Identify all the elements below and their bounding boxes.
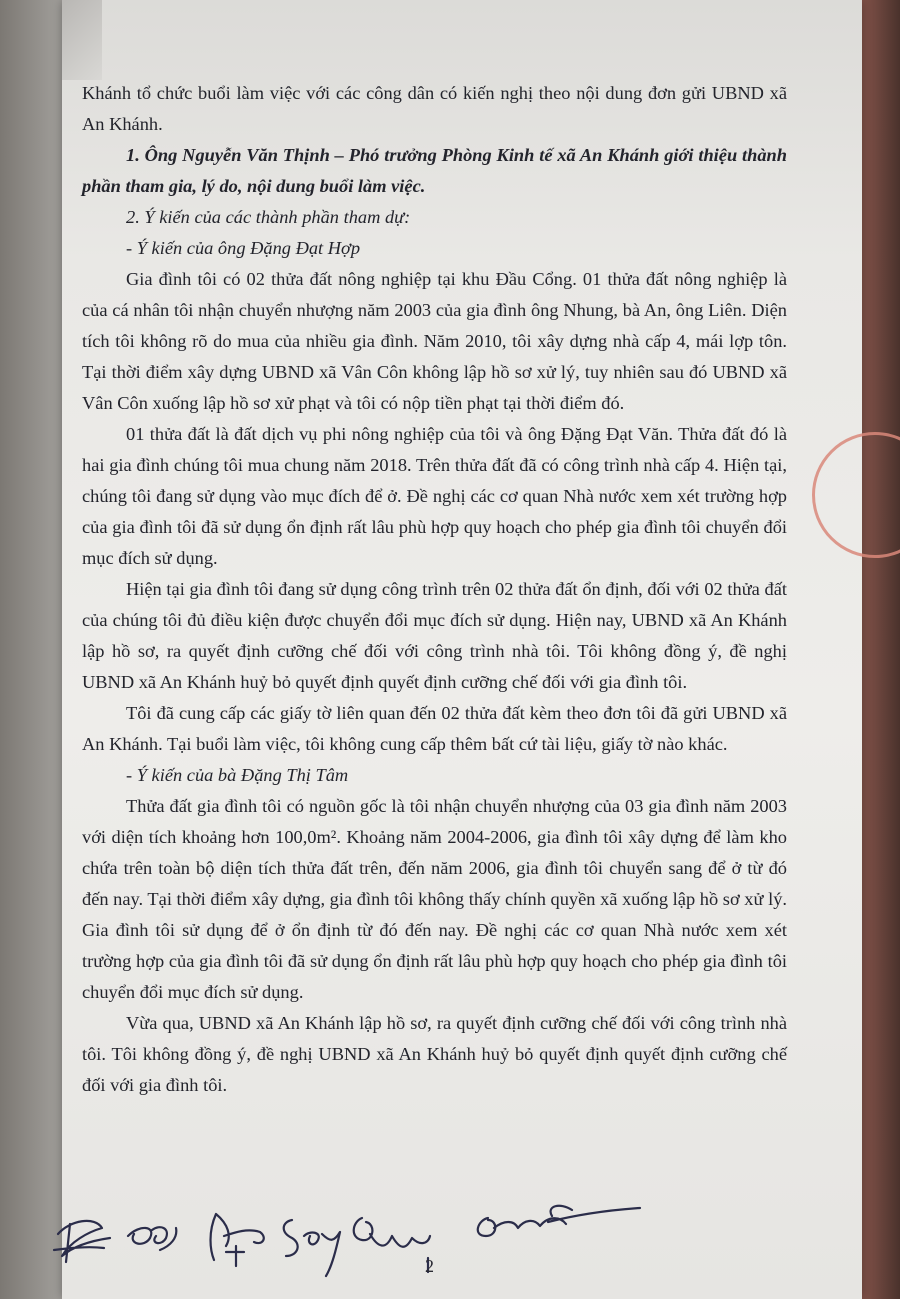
signature-3 [211,1214,264,1266]
signature-2 [128,1227,176,1250]
signature-1 [54,1221,110,1262]
paragraph-intro: Khánh tổ chức buổi làm việc với các công dân có kiến nghị theo nội dung đơn gửi UBND xã An Khánh. [82,83,787,134]
opinion-heading-dang-thi-tam: - Ý kiến của bà Đặng Thị Tâm [126,765,349,785]
paragraph-hop-1: Gia đình tôi có 02 thửa đất nông nghiệp tại khu Đầu Cổng. 01 thửa đất nông nghiệp là của cá nhân tôi nhận chuyển nhượng năm 2003 của gia đình ông Nhung, bà An, ông Liên. Diện tích tôi không rõ do mua của nhiều gia đình. Năm 2010, tôi xây dựng nhà cấp 4, mái lợp tôn. Tại thời điểm xây dựng UBND xã Vân Côn không lập hồ sơ xử lý, tuy nhiên sau đó UBND xã Vân Côn xuống lập hồ sơ xử phạt và tôi có nộp tiền phạt tại thời điểm đó. [82,269,787,413]
signatures [0,1180,900,1290]
signature-4 [284,1220,340,1276]
paragraph-tam-1: Thửa đất gia đình tôi có nguồn gốc là tôi nhận chuyển nhượng của 03 gia đình năm 2003 với diện tích khoảng hơn 100,0m². Khoảng năm 2004-2006, gia đình tôi xây dựng để làm kho chứa trên toàn bộ diện tích thửa đất trên, đến năm 2006, gia đình tôi chuyển sang để ở từ đó đến nay. Tại thời điểm xây dựng, gia đình tôi không thấy chính quyền xã xuống lập hồ sơ xử lý. Gia đình tôi sử dụng để ở ổn định từ đó đến nay. Đề nghị các cơ quan Nhà nước xem xét trường hợp của gia đình tôi đã sử dụng ổn định rất lâu phù hợp quy hoạch cho phép gia đình tôi chuyển đổi mục đích sử dụng. [82,796,787,1002]
paragraph-hop-3: Hiện tại gia đình tôi đang sử dụng công trình trên 02 thửa đất ổn định, đối với 02 thửa đất của chúng tôi đủ điều kiện được chuyển đổi mục đích sử dụng. Hiện nay, UBND xã An Khánh lập hồ sơ, ra quyết định cưỡng chế đối với công trình nhà tôi. Tôi không đồng ý, đề nghị UBND xã An Khánh huỷ bỏ quyết định quyết định cưỡng chế đối với gia đình tôi. [82,579,787,692]
page-number: 2 [425,1256,434,1276]
page-fold-shadow [62,0,102,80]
document-body [82,78,787,1101]
paragraph-hop-2: 01 thửa đất là đất dịch vụ phi nông nghiệp của tôi và ông Đặng Đạt Văn. Thửa đất đó là hai gia đình chúng tôi mua chung năm 2018. Trên thửa đất đã có công trình nhà cấp 4. Hiện tại, chúng tôi đang sử dụng vào mục đích để ở. Đề nghị các cơ quan Nhà nước xem xét trường hợp của gia đình tôi đã sử dụng ổn định rất lâu phù hợp quy hoạch cho phép gia đình tôi chuyển đổi mục đích sử dụng. [82,424,787,568]
signature-5 [354,1218,430,1272]
section-1-heading: 1. Ông Nguyễn Văn Thịnh – Phó trưởng Phòng Kinh tế xã An Khánh giới thiệu thành phần tham gia, lý do, nội dung buổi làm việc. [82,145,787,196]
signature-6 [478,1206,640,1236]
opinion-heading-dang-dat-hop: - Ý kiến của ông Đặng Đạt Hợp [126,238,361,258]
section-2-heading: 2. Ý kiến của các thành phần tham dự: [126,207,411,227]
paragraph-hop-4: Tôi đã cung cấp các giấy tờ liên quan đến 02 thửa đất kèm theo đơn tôi đã gửi UBND xã An Khánh. Tại buổi làm việc, tôi không cung cấp thêm bất cứ tài liệu, giấy tờ nào khác. [82,703,787,754]
paragraph-tam-2: Vừa qua, UBND xã An Khánh lập hồ sơ, ra quyết định cưỡng chế đối với công trình nhà tôi. Tôi không đồng ý, đề nghị UBND xã An Khánh huỷ bỏ quyết định quyết định cưỡng chế đối với gia đình tôi. [82,1013,787,1095]
